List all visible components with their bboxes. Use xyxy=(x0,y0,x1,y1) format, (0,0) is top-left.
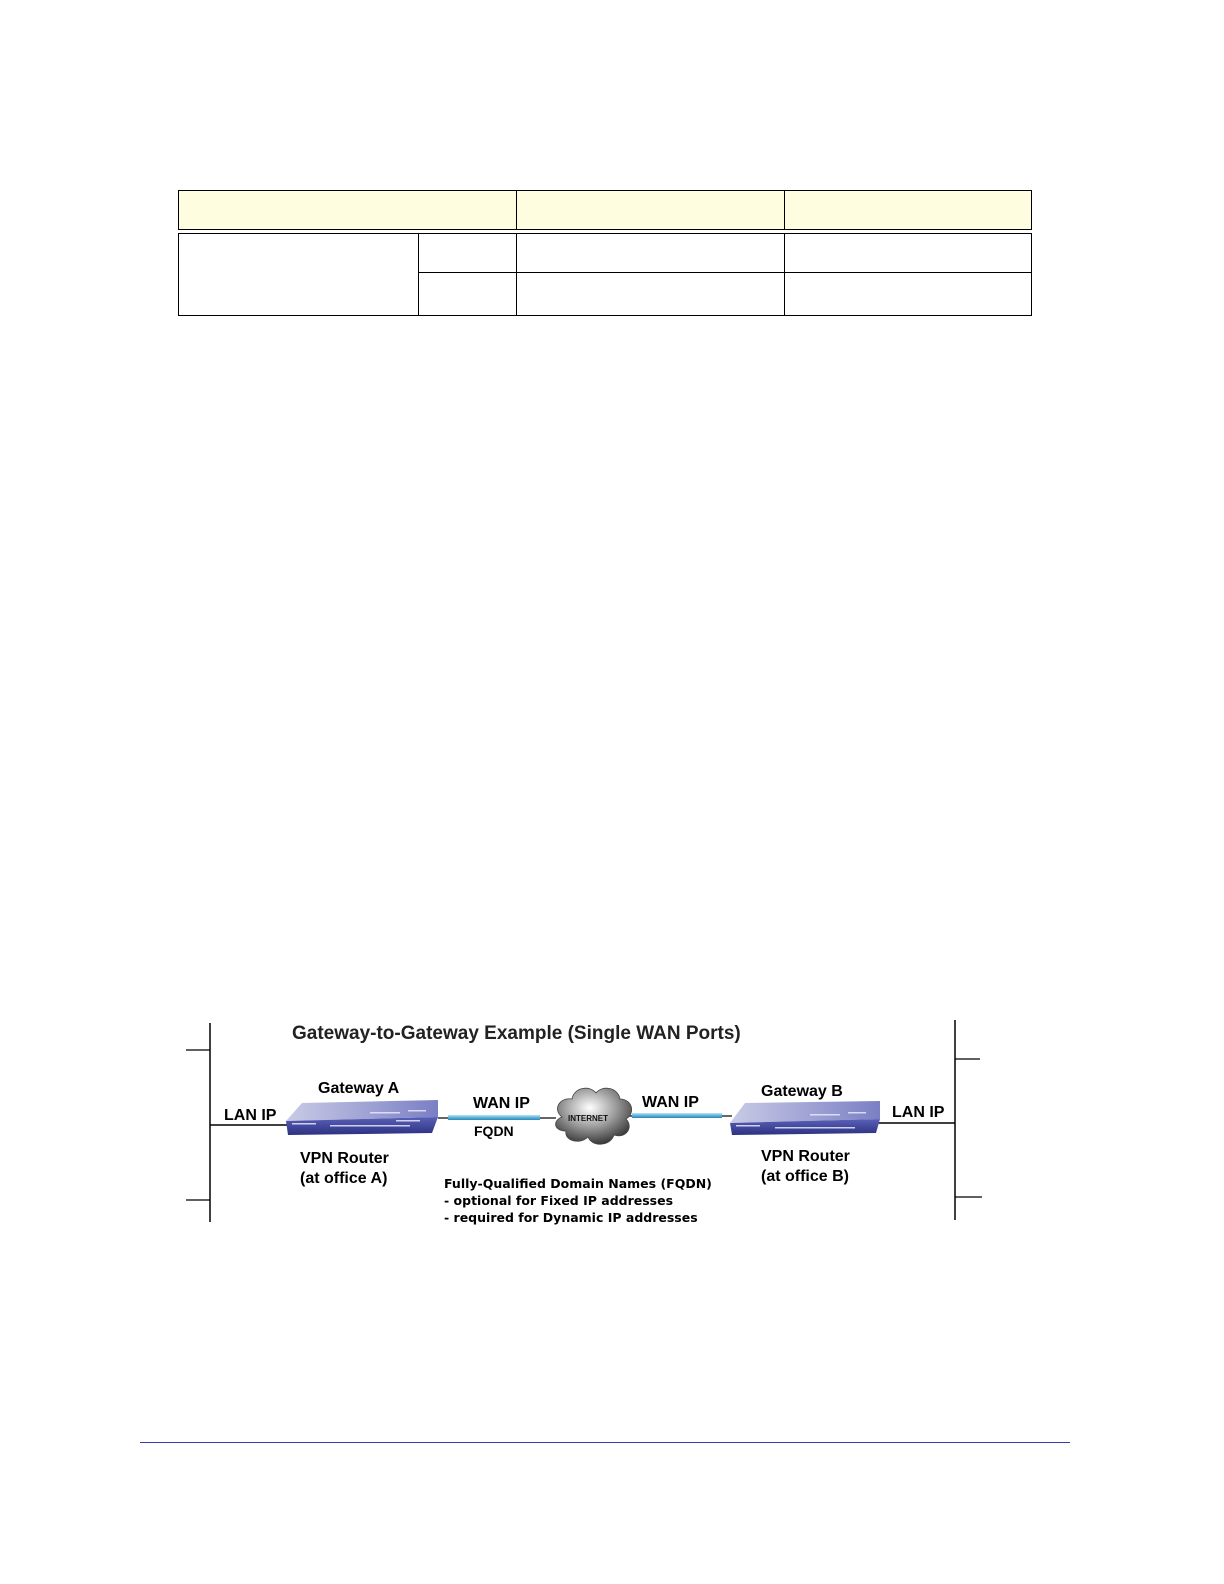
gateway-a-label: Gateway A xyxy=(318,1080,400,1097)
table-cell xyxy=(517,234,784,273)
router-b-line1: VPN Router xyxy=(761,1148,850,1165)
gateway-b-label: Gateway B xyxy=(761,1083,843,1100)
router-b-line2: (at office B) xyxy=(761,1168,849,1185)
gateway-diagram xyxy=(180,1015,1000,1230)
table-row xyxy=(179,234,1032,273)
wan-link-right xyxy=(620,1113,732,1118)
table-cell xyxy=(179,234,419,316)
table-cell xyxy=(419,234,517,273)
fqdn-label: FQDN xyxy=(474,1123,514,1139)
table-cell xyxy=(784,234,1031,273)
router-a-line2: (at office A) xyxy=(300,1170,388,1187)
config-table-container xyxy=(178,190,1032,316)
fqdn-note-line2: - optional for Fixed IP addresses xyxy=(444,1193,674,1208)
internet-cloud-label: INTERNET xyxy=(568,1114,608,1123)
table-header-cell xyxy=(179,191,517,230)
lan-ip-right-label: LAN IP xyxy=(892,1104,945,1121)
router-a-line1: VPN Router xyxy=(300,1150,389,1167)
table-header-cell xyxy=(784,191,1031,230)
config-table xyxy=(178,190,1032,316)
table-cell xyxy=(784,273,1031,316)
wan-ip-left-label: WAN IP xyxy=(473,1095,530,1112)
wan-link-left xyxy=(438,1115,556,1120)
diagram-title: Gateway-to-Gateway Example (Single WAN Ports) xyxy=(292,1023,741,1044)
wan-ip-right-label: WAN IP xyxy=(642,1094,699,1111)
table-cell xyxy=(517,273,784,316)
lan-ip-left-label: LAN IP xyxy=(224,1107,277,1124)
footer-rule xyxy=(140,1442,1070,1443)
router-b-icon xyxy=(730,1101,880,1135)
table-header-row xyxy=(179,191,1032,230)
fqdn-note-line1: Fully-Qualified Domain Names (FQDN) xyxy=(444,1176,712,1191)
table-header-cell xyxy=(517,191,784,230)
router-a-icon xyxy=(286,1100,438,1135)
fqdn-note-line3: - required for Dynamic IP addresses xyxy=(444,1210,698,1225)
table-cell xyxy=(419,273,517,316)
